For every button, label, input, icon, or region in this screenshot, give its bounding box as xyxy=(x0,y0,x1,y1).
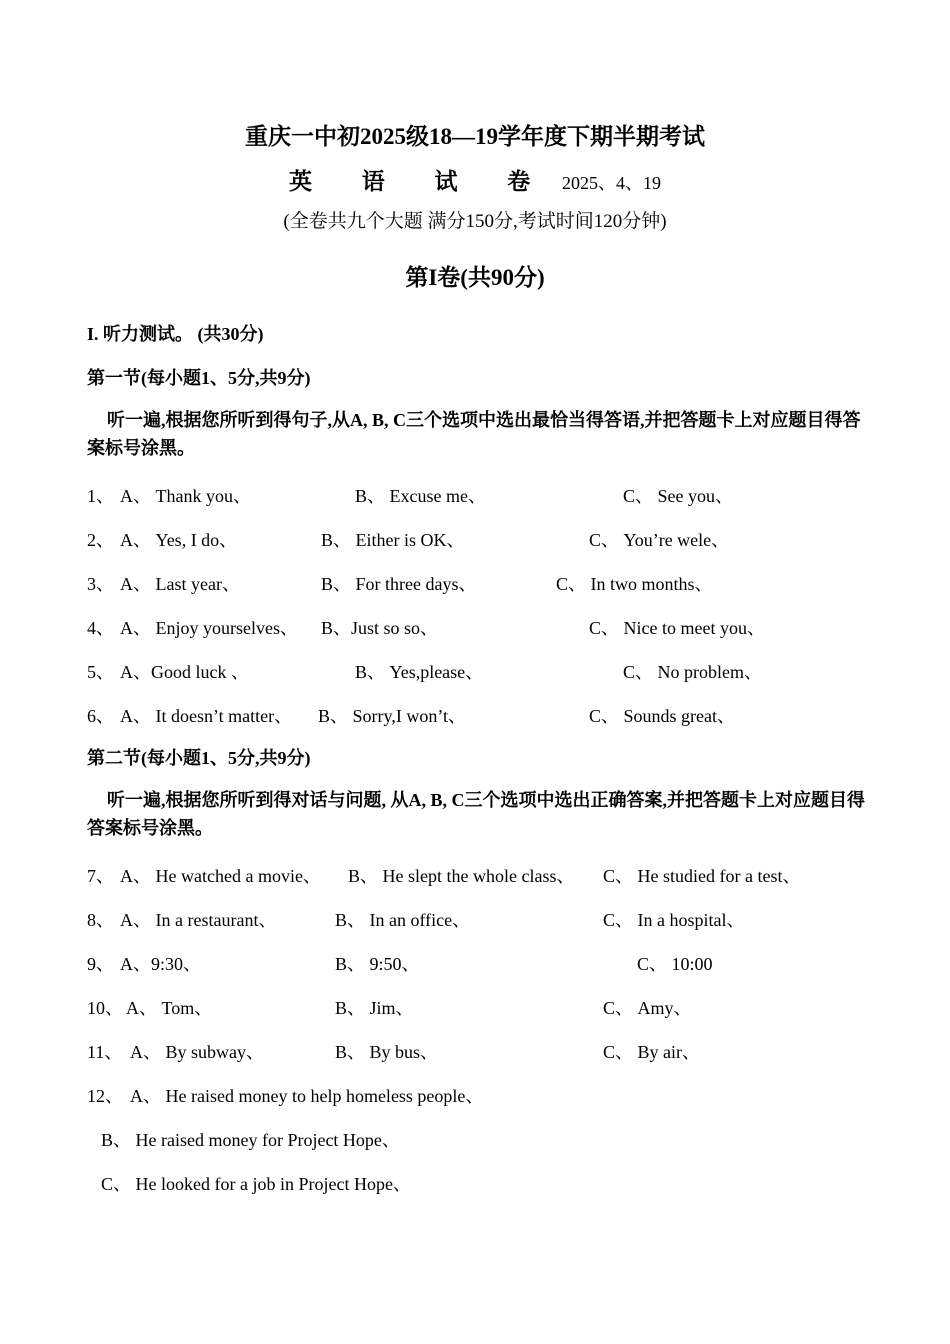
option-a: A、Good luck 、 xyxy=(120,662,249,682)
option-b: B、 In an office、 xyxy=(335,910,471,930)
part2-instruction: 听一遍,根据您所听到得对话与问题, 从A, B, C三个选项中选出正确答案,并把答题卡上对应题目得答案标号涂黑。 xyxy=(87,790,865,838)
option-c: C、 Nice to meet you、 xyxy=(589,618,765,638)
option-a: A、9:30、 xyxy=(120,954,201,974)
option-a: A、 Yes, I do、 xyxy=(120,530,238,550)
part1-heading: 第一节(每小题1、5分,共9分) xyxy=(87,368,311,388)
volume-title: 第I卷(共90分) xyxy=(405,265,545,290)
school-title: 重庆一中初2025级18—19学年度下期半期考试 xyxy=(245,124,705,149)
option-c: C、 By air、 xyxy=(603,1042,700,1062)
option-c: C、 See you、 xyxy=(623,486,733,506)
question-number: 11、 xyxy=(87,1042,123,1062)
question-number: 5、 xyxy=(87,662,114,682)
section-heading: I. 听力测试。 (共30分) xyxy=(87,324,264,344)
option-b: B、 He raised money for Project Hope、 xyxy=(101,1130,400,1150)
paper-date: 2025、4、19 xyxy=(562,173,661,193)
option-c: C、 You’re wele、 xyxy=(589,530,730,550)
option-b: B、 For three days、 xyxy=(321,574,477,594)
option-c: C、 Sounds great、 xyxy=(589,706,735,726)
option-a: A、 He raised money to help homeless people、 xyxy=(130,1086,484,1106)
option-a: A、 He watched a movie、 xyxy=(120,866,321,886)
option-b: B、 By bus、 xyxy=(335,1042,439,1062)
question-number: 12、 xyxy=(87,1086,123,1106)
exam-info: (全卷共九个大题 满分150分,考试时间120分钟) xyxy=(283,211,667,232)
option-b: B、 Yes,please、 xyxy=(355,662,484,682)
option-c: C、 In two months、 xyxy=(556,574,713,594)
question-number: 9、 xyxy=(87,954,114,974)
option-b: B、 He slept the whole class、 xyxy=(348,866,575,886)
paper-title-line xyxy=(0,163,950,196)
option-b: B、 Either is OK、 xyxy=(321,530,465,550)
option-a: A、 It doesn’t matter、 xyxy=(120,706,293,726)
option-a: A、 Enjoy yourselves、 xyxy=(120,618,298,638)
question-number: 10、 xyxy=(87,998,123,1018)
option-a: A、 Tom、 xyxy=(126,998,213,1018)
option-c: C、 In a hospital、 xyxy=(603,910,745,930)
part1-instruction: 听一遍,根据您所听到得句子,从A, B, C三个选项中选出最恰当得答语,并把答题卡上对应题目得答案标号涂黑。 xyxy=(87,410,861,458)
question-number: 3、 xyxy=(87,574,114,594)
question-number: 2、 xyxy=(87,530,114,550)
question-number: 4、 xyxy=(87,618,114,638)
option-a: A、 In a restaurant、 xyxy=(120,910,277,930)
option-a: A、 Thank you、 xyxy=(120,486,251,506)
option-b: B、 Jim、 xyxy=(335,998,414,1018)
option-b: B、 Excuse me、 xyxy=(355,486,486,506)
option-c: C、 No problem、 xyxy=(623,662,762,682)
option-c: C、 He looked for a job in Project Hope、 xyxy=(101,1174,411,1194)
option-c: C、 Amy、 xyxy=(603,998,692,1018)
option-a: A、 Last year、 xyxy=(120,574,240,594)
option-b: B、Just so so、 xyxy=(321,618,439,638)
question-number: 1、 xyxy=(87,486,114,506)
option-c: C、 He studied for a test、 xyxy=(603,866,801,886)
paper-title: 英 语 试 卷 xyxy=(289,169,553,194)
option-b: B、 9:50、 xyxy=(335,954,420,974)
option-c: C、 10:00 xyxy=(637,954,713,974)
option-b: B、 Sorry,I won’t、 xyxy=(318,706,466,726)
option-a: A、 By subway、 xyxy=(130,1042,264,1062)
question-number: 6、 xyxy=(87,706,114,726)
question-number: 8、 xyxy=(87,910,114,930)
part2-heading: 第二节(每小题1、5分,共9分) xyxy=(87,748,311,768)
question-number: 7、 xyxy=(87,866,114,886)
